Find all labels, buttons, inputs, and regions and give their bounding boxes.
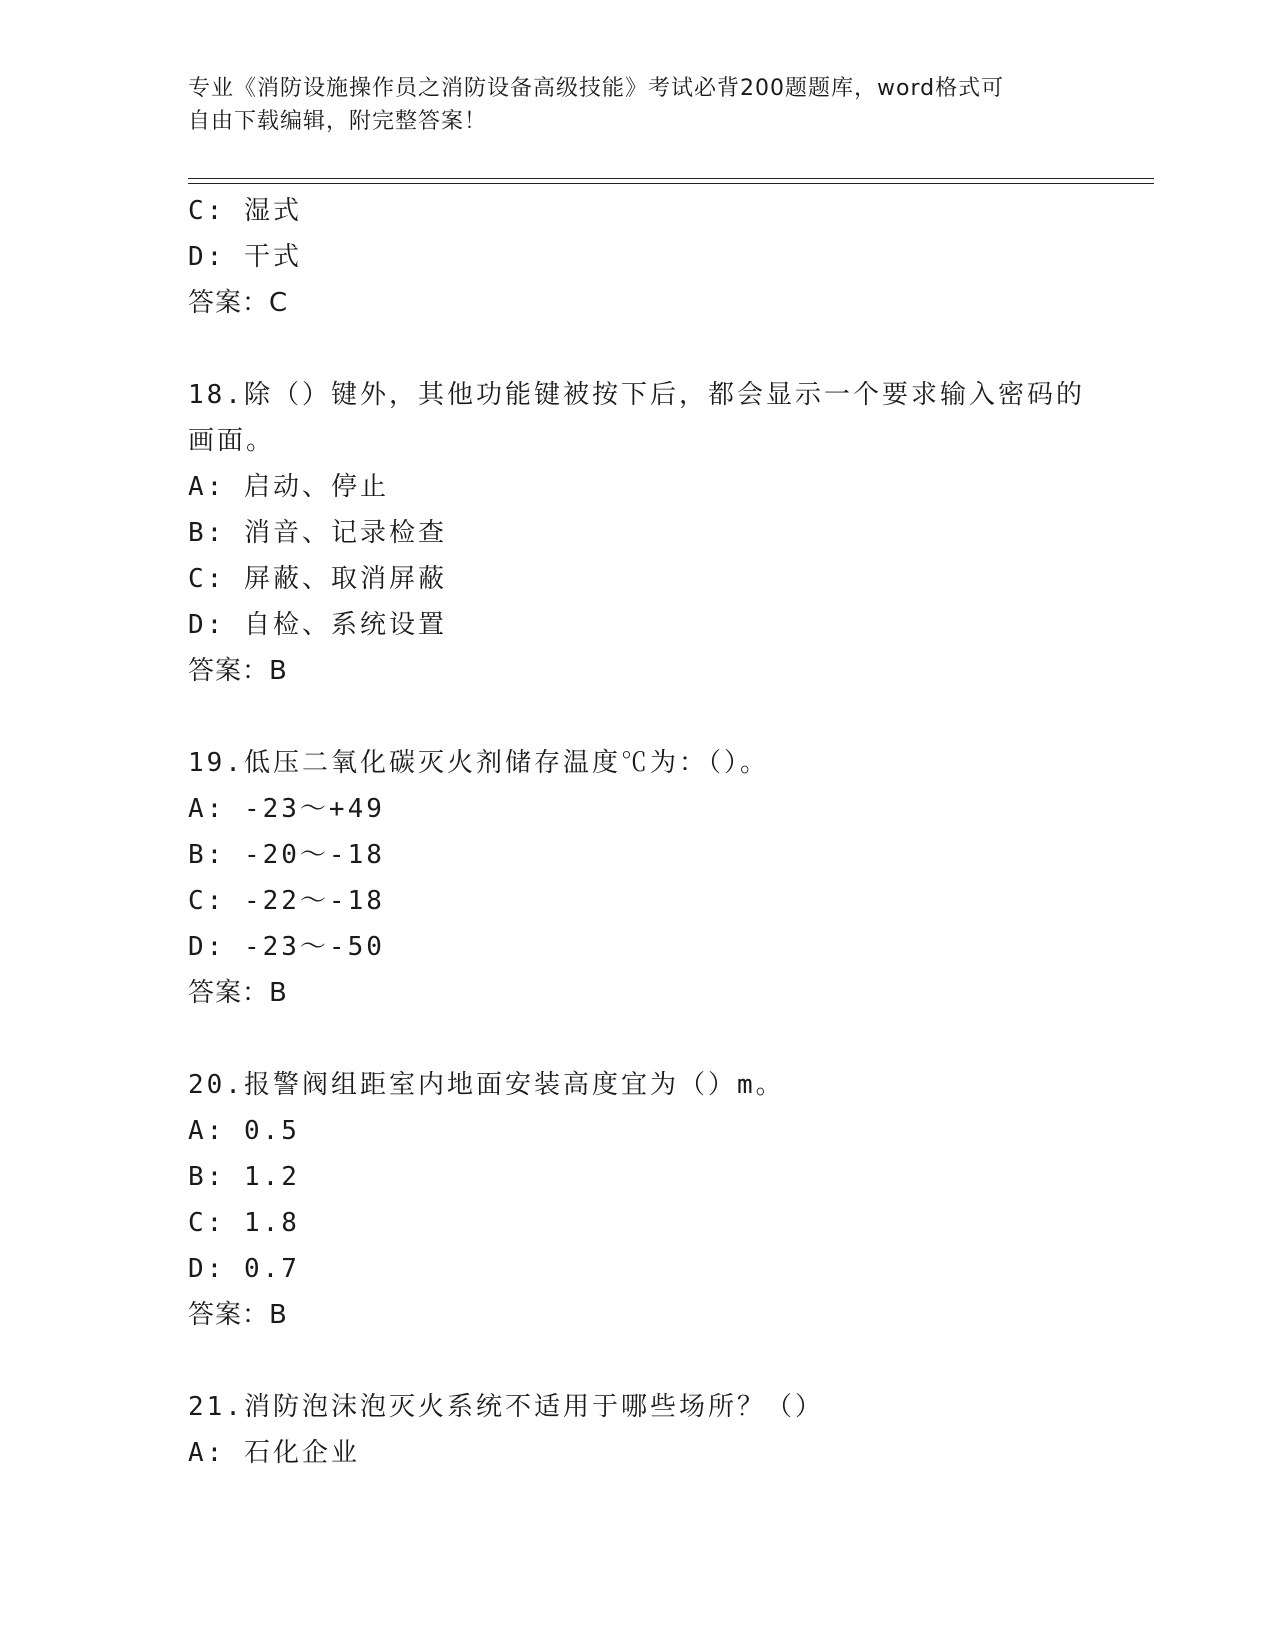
question-stem: 画面。 [188,426,276,456]
answer: 答案：C [188,288,289,318]
option-d: D: -23～-50 [188,932,385,962]
header-line-1: 专业《消防设施操作员之消防设备高级技能》考试必背200题题库，word格式可 [188,76,1005,101]
spacer [188,1016,1154,1062]
option-a: A: 启动、停止 [188,472,389,502]
option-b: B: 消音、记录检查 [188,518,447,548]
answer: 答案：B [188,1300,288,1330]
question-stem: 19.低压二氧化碳灭火剂储存温度℃为：（）。 [188,748,769,778]
option-c: C: -22～-18 [188,886,385,916]
question-stem: 21.消防泡沫泡灭火系统不适用于哪些场所？（） [188,1392,824,1422]
option-a: A: -23～+49 [188,794,385,824]
question-stem: 20.报警阀组距室内地面安装高度宜为（）m。 [188,1070,785,1100]
question-list [188,188,1154,1476]
option-b: B: 1.2 [188,1162,300,1192]
document-header [188,72,1068,138]
header-rule-bottom [188,183,1154,184]
question-stem: 18.除（）键外，其他功能键被按下后，都会显示一个要求输入密码的 [188,380,1085,410]
option-c: C: 屏蔽、取消屏蔽 [188,564,447,594]
option-a: A: 0.5 [188,1116,300,1146]
option-d: D: 干式 [188,242,302,272]
option-d: D: 0.7 [188,1254,300,1284]
answer: 答案：B [188,978,288,1008]
option-b: B: -20～-18 [188,840,385,870]
option-c: C: 湿式 [188,196,302,226]
spacer [188,1338,1154,1384]
answer: 答案：B [188,656,288,686]
header-line-2: 自由下载编辑，附完整答案！ [188,109,488,134]
option-c: C: 1.8 [188,1208,300,1238]
spacer [188,326,1154,372]
option-a: A: 石化企业 [188,1438,360,1468]
header-rule-top [188,178,1154,179]
option-d: D: 自检、系统设置 [188,610,447,640]
spacer [188,694,1154,740]
